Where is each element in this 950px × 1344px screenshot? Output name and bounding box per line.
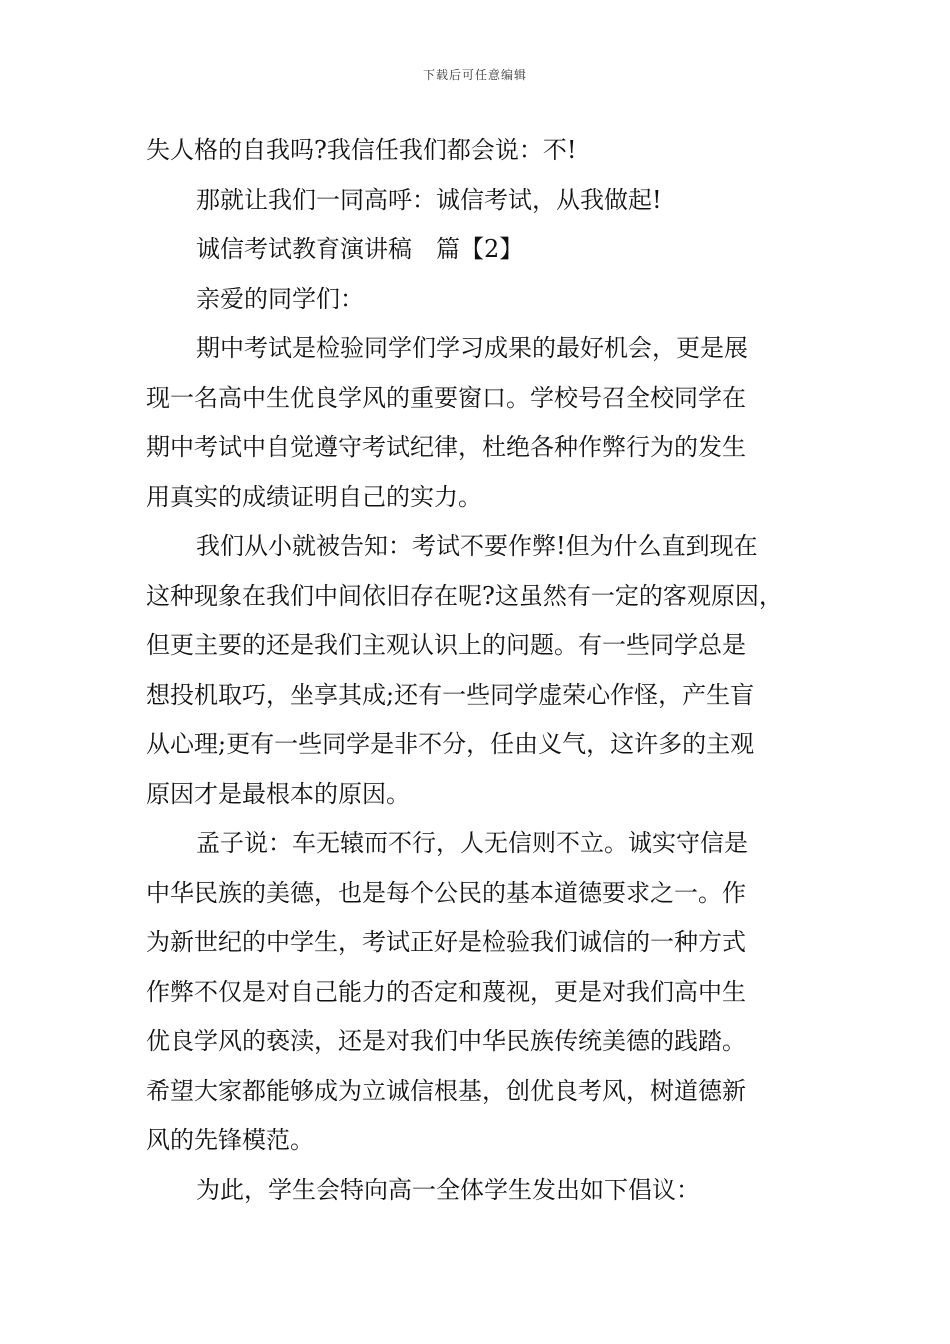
text-line: 优良学风的亵渎，还是对我们中华民族传统美德的践踏。	[146, 1027, 746, 1055]
text-line: 我们从小就被告知：考试不要作弊!但为什么直到现在	[196, 532, 758, 560]
section-heading: 诚信考试教育演讲稿 篇【2】	[196, 235, 524, 263]
text-line: 作弊不仅是对自己能力的否定和蔑视，更是对我们高中生	[146, 977, 746, 1006]
text-line: 期中考试是检验同学们学习成果的最好机会，更是展	[196, 334, 748, 362]
text-line: 这种现象在我们中间依旧存在呢?这虽然有一定的客观原因，	[146, 581, 783, 610]
text-line: 中华民族的美德，也是每个公民的基本道德要求之一。作	[146, 878, 746, 907]
text-line: 失人格的自我吗?我信任我们都会说：不!	[146, 136, 577, 164]
text-line: 孟子说：车无辕而不行，人无信则不立。诚实守信是	[196, 829, 748, 857]
text-line: 为此，学生会特向高一全体学生发出如下倡议：	[196, 1175, 700, 1204]
text-line: 用真实的成绩证明自己的实力。	[146, 482, 482, 511]
text-line: 原因才是最根本的原因。	[146, 779, 410, 808]
header-note: 下载后可任意编辑	[422, 68, 527, 82]
text-line: 现一名高中生优良学风的重要窗口。学校号召全校同学在	[146, 383, 746, 412]
text-line: 期中考试中自觉遵守考试纪律，杜绝各种作弊行为的发生	[146, 433, 746, 461]
text-line: 从心理;更有一些同学是非不分，任由义气，这许多的主观	[146, 730, 755, 758]
text-line: 想投机取巧，坐享其成;还有一些同学虚荣心作怪，产生盲	[146, 680, 755, 709]
text-line: 为新世纪的中学生，考试正好是检验我们诚信的一种方式	[146, 928, 746, 956]
document-body	[146, 126, 808, 1215]
text-line: 希望大家都能够成为立诚信根基，创优良考风，树道德新	[146, 1076, 746, 1105]
text-line: 那就让我们一同高呼：诚信考试，从我做起!	[196, 185, 662, 214]
salutation: 亲爱的同学们：	[196, 284, 364, 313]
text-line: 风的先锋模范。	[146, 1126, 314, 1154]
text-line: 但更主要的还是我们主观认识上的问题。有一些同学总是	[146, 631, 746, 659]
